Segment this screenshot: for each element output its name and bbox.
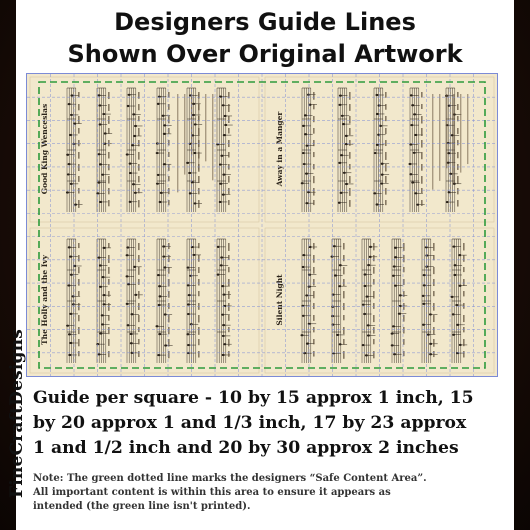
- artwork-preview: [27, 74, 497, 376]
- safe-area-note: [33, 472, 493, 514]
- guide-description-line-1: Guide per square - 10 by 15 approx 1 inch, 15: [33, 388, 474, 408]
- title-line-1: Designers Guide Lines: [114, 8, 416, 36]
- brand-name: FineCraftDesigns: [7, 329, 27, 498]
- guide-description-line-2: by 20 approx 1 and 1/3 inch, 17 by 23 approx: [33, 413, 467, 433]
- note-line-2: All important content is within this area to ensure it appears as: [33, 487, 391, 498]
- guide-description: [33, 386, 503, 461]
- title-line-2: Shown Over Original Artwork: [67, 40, 463, 68]
- note-line-3: intended (the green line isn't printed).: [33, 501, 251, 512]
- guide-overlay: [27, 74, 497, 376]
- sheet-title: Away in a Manger: [275, 111, 284, 187]
- guide-description-line-3: 1 and 1/2 inch and 20 by 30 approx 2 inches: [33, 438, 459, 458]
- sheet-title: Silent Night: [275, 274, 284, 326]
- note-line-1: Note: The green dotted line marks the designers “Safe Content Area”.: [33, 473, 427, 484]
- sheet-title: The Holly and the Ivy: [40, 255, 49, 345]
- guide-grid: [27, 74, 497, 376]
- sheet-title: Good King Wenceslas: [40, 103, 49, 195]
- page-title: [16, 6, 514, 70]
